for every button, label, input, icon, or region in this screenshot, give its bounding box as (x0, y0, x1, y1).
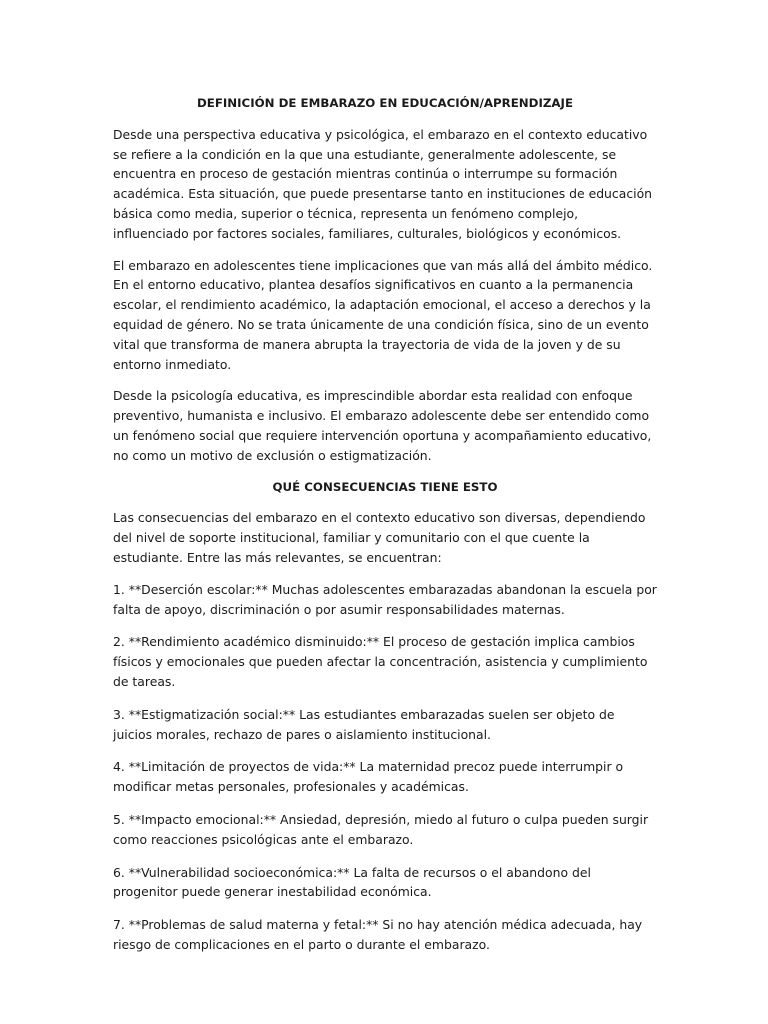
section-title: QUÉ CONSECUENCIAS TIENE ESTO (272, 479, 498, 494)
paragraph-implications: El embarazo en adolescentes tiene implicaciones que van más allá del ámbito médico. En el entorno educativo, plantea desafíos significativos en cuanto a la permanencia escolar, el rendimiento académico, la adaptación emocional, el acceso a derechos y la equidad de género. No se trata únicamente de una condición física, sino de un evento vital que transforma de manera abrupta la trayectoria de vida de la joven y de su entorno inmediato. (113, 257, 653, 372)
list-item: 2. **Rendimiento académico disminuido:** El proceso de gestación implica cambios físicos y emocionales que pueden afectar la concentración, asistencia y cumplimiento de tareas. (113, 634, 648, 689)
list-item: 5. **Impacto emocional:** Ansiedad, depresión, miedo al futuro o culpa pueden surgir como reacciones psicológicas ante el embarazo. (113, 811, 649, 847)
document-title: DEFINICIÓN DE EMBARAZO EN EDUCACIÓN/APRENDIZAJE (196, 96, 573, 110)
list-item: 4. **Limitación de proyectos de vida:** La maternidad precoz puede interrumpir o modificar metas personales, profesionales y académicas. (113, 759, 624, 795)
list-item: 3. **Estigmatización social:** Las estudiantes embarazadas suelen ser objeto de juicios morales, rechazo de pares o aislamiento institucional. (113, 706, 615, 742)
paragraph-intro: Las consecuencias del embarazo en el contexto educativo son diversas, dependiendo del nivel de soporte institucional, familiar y comunitario con el que cuente la estudiante. Entre las más relevantes, se encuentran: (113, 510, 646, 565)
list-item: 1. **Deserción escolar:** Muchas adolescentes embarazadas abandonan la escuela por falta de apoyo, discriminación o por asumir responsabilidades maternas. (113, 581, 657, 617)
list-item: 7. **Problemas de salud materna y fetal:** Si no hay atención médica adecuada, hay riesgo de complicaciones en el parto o durante el embarazo. (113, 917, 643, 952)
paragraph-definition: Desde una perspectiva educativa y psicológica, el embarazo en el contexto educativo se refiere a la condición en la que una estudiante, generalmente adolescente, se encuentra en proceso de gestación mientras continúa o interrumpe su formación académica. Esta situación, que puede presentarse tanto en instituciones de educación básica como media, superior o técnica, representa un fenómeno complejo, influenciado por factores sociales, familiares, culturales, biológicos y económicos. (113, 126, 653, 241)
document-body (113, 94, 657, 968)
list-item: 6. **Vulnerabilidad socioeconómica:** La falta de recursos o el abandono del progenitor puede generar inestabilidad económica. (113, 864, 591, 900)
paragraph-psychology: Desde la psicología educativa, es imprescindible abordar esta realidad con enfoque preventivo, humanista e inclusivo. El embarazo adolescente debe ser entendido como un fenómeno social que requiere intervención oportuna y acompañamiento educativo, no como un motivo de exclusión o estigmatización. (113, 388, 652, 463)
